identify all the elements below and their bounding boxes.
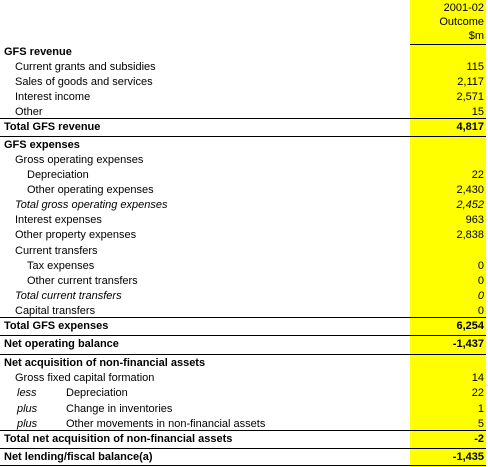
table-row [0, 259, 488, 274]
row-value: -1,435 [452, 451, 484, 463]
row-label: Change in inventories [66, 403, 173, 415]
row-prefix: plus [17, 403, 38, 415]
row-value: 0 [477, 260, 484, 272]
row-value: 115 [466, 61, 484, 73]
row-label: Net acquisition of non-financial assets [4, 357, 206, 369]
row-value: 15 [471, 106, 484, 118]
rule-before-total-net-acquisition [0, 430, 486, 431]
row-value: 6,254 [456, 320, 484, 332]
row-label: Depreciation [27, 169, 89, 181]
table-row [0, 402, 488, 417]
row-value: 4,817 [456, 121, 484, 133]
table-row [0, 274, 488, 289]
table-row [0, 90, 488, 105]
table-row [0, 450, 488, 465]
row-prefix: less [17, 387, 37, 399]
row-value: 2,430 [456, 184, 484, 196]
row-value: -1,437 [452, 338, 484, 350]
row-label: Other [15, 106, 43, 118]
row-value: 2,838 [456, 229, 484, 241]
rule-after-net-operating-balance [0, 354, 486, 355]
row-value: 2,452 [456, 199, 484, 211]
row-value: 14 [471, 372, 484, 384]
row-value: -2 [474, 433, 484, 445]
rule-after-net-lending [0, 465, 486, 466]
row-label: Total GFS revenue [4, 121, 101, 133]
row-label: Gross fixed capital formation [15, 372, 155, 384]
row-label: Other current transfers [27, 275, 138, 287]
header-period: 2001-02 [443, 2, 484, 14]
table-row [0, 45, 488, 60]
row-value: 1 [477, 403, 484, 415]
row-label: Other movements in non-financial assets [66, 418, 266, 430]
row-value: 0 [477, 305, 484, 317]
row-value: 0 [477, 290, 484, 302]
header-unit: $m [468, 30, 484, 42]
row-label: GFS revenue [4, 46, 72, 58]
table-row [0, 371, 488, 386]
row-prefix: plus [17, 418, 38, 430]
row-value: 963 [465, 214, 484, 226]
table-row [0, 289, 488, 304]
row-value: 2,571 [456, 91, 484, 103]
row-value: 22 [471, 169, 484, 181]
rule-after-total-expenses [0, 335, 486, 336]
row-value: 0 [477, 275, 484, 287]
rule-after-total-revenue [0, 136, 486, 137]
table-row [0, 138, 488, 153]
row-label: Other property expenses [15, 229, 137, 241]
row-label: Total GFS expenses [4, 320, 109, 332]
row-label: GFS expenses [4, 139, 80, 151]
row-label: Interest income [15, 91, 91, 103]
rule-before-total-revenue [0, 118, 486, 119]
rule-before-total-expenses [0, 317, 486, 318]
row-label: Depreciation [66, 387, 128, 399]
table-row [0, 213, 488, 228]
table-row [0, 60, 488, 75]
row-label: Total net acquisition of non-financial assets [4, 433, 233, 445]
table-row [0, 120, 488, 135]
row-label: Net operating balance [4, 338, 119, 350]
table-row [0, 153, 488, 168]
table-row [0, 75, 488, 90]
table-row [0, 319, 488, 334]
table-row [0, 356, 488, 371]
table-row [0, 244, 488, 259]
row-label: Sales of goods and services [15, 76, 153, 88]
row-label: Other operating expenses [27, 184, 154, 196]
rule-after-total-net-acquisition [0, 448, 486, 449]
row-label: Current transfers [15, 245, 98, 257]
row-value: 5 [477, 418, 484, 430]
row-value: 2,117 [457, 76, 484, 88]
row-label: Current grants and subsidies [15, 61, 156, 73]
table-row [0, 183, 488, 198]
row-label: Net lending/fiscal balance(a) [4, 451, 153, 463]
row-label: Interest expenses [15, 214, 102, 226]
table-row [0, 198, 488, 213]
table-row [0, 168, 488, 183]
row-value: 22 [471, 387, 484, 399]
table-row [0, 337, 488, 352]
table-row [0, 386, 488, 401]
row-label: Tax expenses [27, 260, 95, 272]
row-label: Total gross operating expenses [15, 199, 168, 211]
header-type: Outcome [439, 16, 484, 28]
table-row [0, 228, 488, 243]
row-label: Capital transfers [15, 305, 96, 317]
row-label: Total current transfers [15, 290, 122, 302]
table-row [0, 432, 488, 447]
row-label: Gross operating expenses [15, 154, 144, 166]
